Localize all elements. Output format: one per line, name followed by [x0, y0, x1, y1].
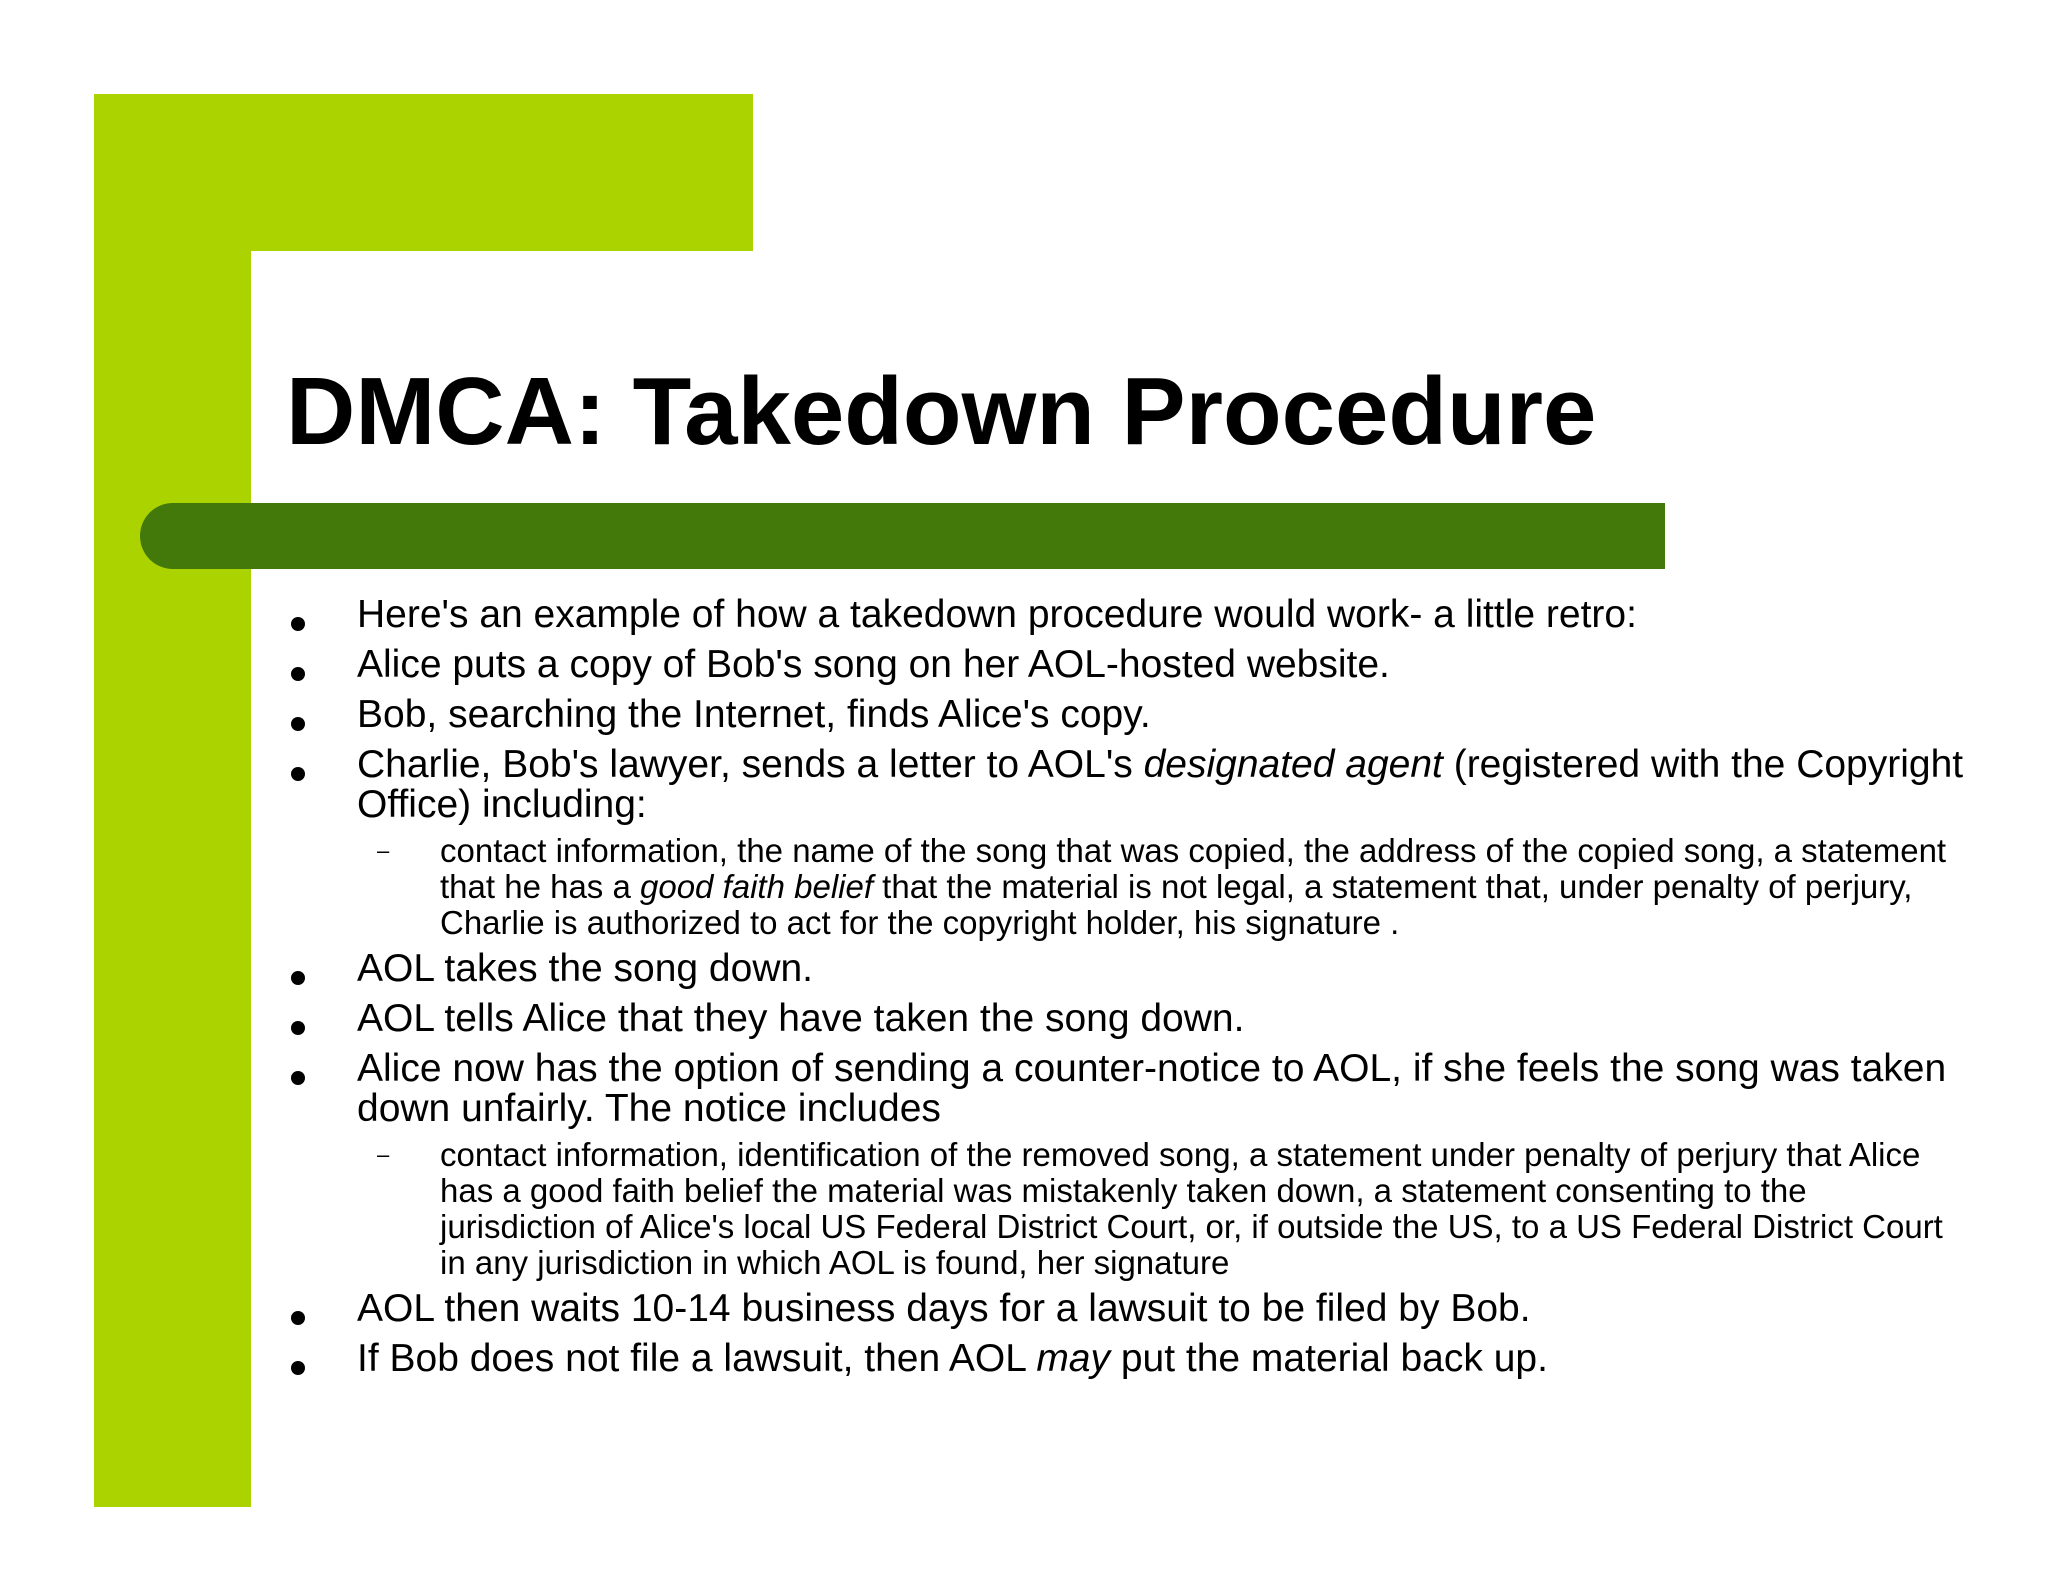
bullet-text: If Bob does not file a lawsuit, then AOL: [357, 1337, 1037, 1380]
sub-item-letter-contents: [440, 833, 1966, 941]
bullet-text: Charlie, Bob's lawyer, sends a letter to AOL's: [357, 743, 1144, 786]
bullet-item-example: [286, 595, 1966, 635]
bullet-item-counter-notice: [286, 1049, 1966, 1129]
bullet-list: [286, 585, 1966, 1379]
bullet-text: Alice puts a copy of Bob's song on her AOL-hosted website.: [357, 643, 1390, 686]
sub-emphasis: good faith belief: [639, 868, 873, 905]
bullet-text: Here's an example of how a takedown procedure would work- a little retro:: [357, 593, 1637, 636]
bullet-item-charlie-letter: [286, 745, 1966, 825]
bullet-emphasis: designated agent: [1143, 743, 1443, 786]
sub-text: that the material is not legal, a statement that, under penalty of perjury, Charlie is authorized to act for the copyright holder, his signature .: [440, 868, 1913, 941]
bullet-item-alice-puts-copy: [286, 645, 1966, 685]
sub-item-counter-notice-contents: [440, 1137, 1966, 1281]
bullet-text: AOL tells Alice that they have taken the song down.: [357, 997, 1245, 1040]
slide-title: DMCA: Takedown Procedure: [286, 358, 1597, 465]
title-underline-bar: [140, 503, 1665, 569]
sub-text: contact information, identification of the removed song, a statement under penalty of perjury that Alice has a good faith belief the material was mistakenly taken down, a statement consenting to the jurisdiction of Alice's local US Federal District Court, or, if outside the US, to a US Federal District Court in any jurisdiction in which AOL is found, her signature: [440, 1136, 1943, 1281]
bullet-item-aol-tells-alice: [286, 999, 1966, 1039]
sub-text: contact information, the name of the song that was copied, the address of the copied song, a statement that he has a: [440, 832, 1947, 905]
lime-frame-top: [94, 94, 753, 251]
bullet-text: Alice now has the option of sending a counter-notice to AOL, if she feels the song was taken down unfairly. The notice includes: [357, 1047, 1947, 1130]
bullet-item-bob-finds-copy: [286, 695, 1966, 735]
bullet-item-material-back-up: [286, 1339, 1966, 1379]
bullet-text: put the material back up.: [1110, 1337, 1548, 1380]
bullet-item-aol-waits: [286, 1289, 1966, 1329]
bullet-emphasis: may: [1036, 1337, 1110, 1380]
bullet-text: AOL then waits 10-14 business days for a lawsuit to be filed by Bob.: [357, 1287, 1531, 1330]
bullet-item-aol-takes-down: [286, 949, 1966, 989]
bullet-text: AOL takes the song down.: [357, 947, 814, 990]
bullet-text: Bob, searching the Internet, finds Alice's copy.: [357, 693, 1151, 736]
lime-frame-vertical: [94, 94, 251, 1507]
bullet-text: (registered with the Copyright Office) including:: [357, 743, 1964, 826]
